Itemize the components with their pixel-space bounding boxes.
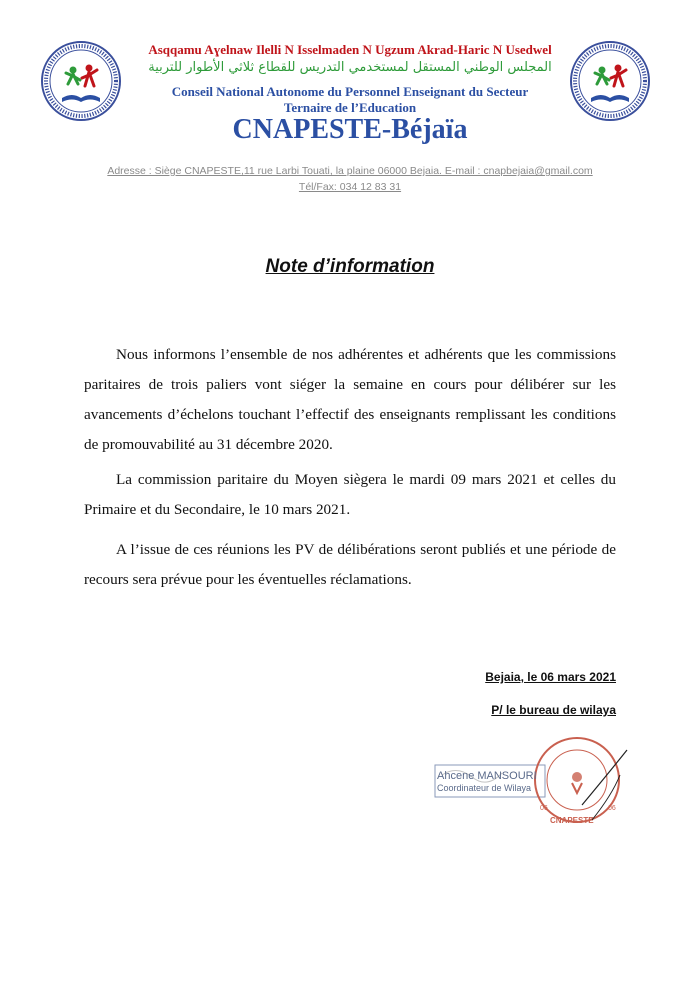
seal-number-right: 06 — [608, 805, 616, 812]
header-french-name-line2: Ternaire de l’Education — [283, 100, 417, 115]
seal-text: CNAPESTE — [550, 816, 594, 825]
signature-office: P/ le bureau de wilaya — [491, 703, 616, 717]
organization-title: CNAPESTE-Béjaïa — [232, 114, 468, 145]
header-arabic-name: المجلس الوطني المستقل لمستخدمي التدريس للقطاع ثلاثي الأطوار للتربية — [148, 60, 552, 75]
cnapeste-logo-right — [569, 40, 651, 122]
stamp-signatory-name: Ahcene MANSOURI — [437, 770, 537, 782]
header-kabyle-name: Asqqamu Aɣelnaw Ilelli N Isselmaden N Ugzum Akrad-Haric N Usedwel — [148, 42, 552, 57]
paragraph-2: La commission paritaire du Moyen siègera le mardi 09 mars 2021 et celles du Primaire et du Secondaire, le 10 mars 2021. — [84, 471, 616, 518]
document-title: Note d’information — [265, 256, 435, 277]
signature-date: Bejaia, le 06 mars 2021 — [485, 670, 616, 684]
contact-phone: Tél/Fax: 034 12 83 31 — [298, 181, 402, 193]
contact-address: Adresse : Siège CNAPESTE,11 rue Larbi Touati, la plaine 06000 Bejaia. E-mail : cnapbejaia@gmail.com — [107, 165, 593, 177]
seal-number-left: 06 — [540, 805, 548, 812]
paragraph-1: Nous informons l’ensemble de nos adhérentes et adhérents que les commissions paritaires de trois paliers vont siéger la semaine en cours pour délibérer sur les avancements d’échelons touchant l’effectif des enseignants remplissant les conditions de promouvabilité au 31 décembre 2020. — [84, 346, 616, 453]
cnapeste-logo-left — [40, 40, 122, 122]
header-french-name-line1: Conseil National Autonome du Personnel Enseignant du Secteur — [171, 84, 529, 99]
paragraph-3: A l’issue de ces réunions les PV de délibérations seront publiés et une période de recours sera prévue pour les éventuelles réclamations. — [84, 541, 616, 588]
stamp-signatory-role: Coordinateur de Wilaya — [437, 783, 532, 793]
